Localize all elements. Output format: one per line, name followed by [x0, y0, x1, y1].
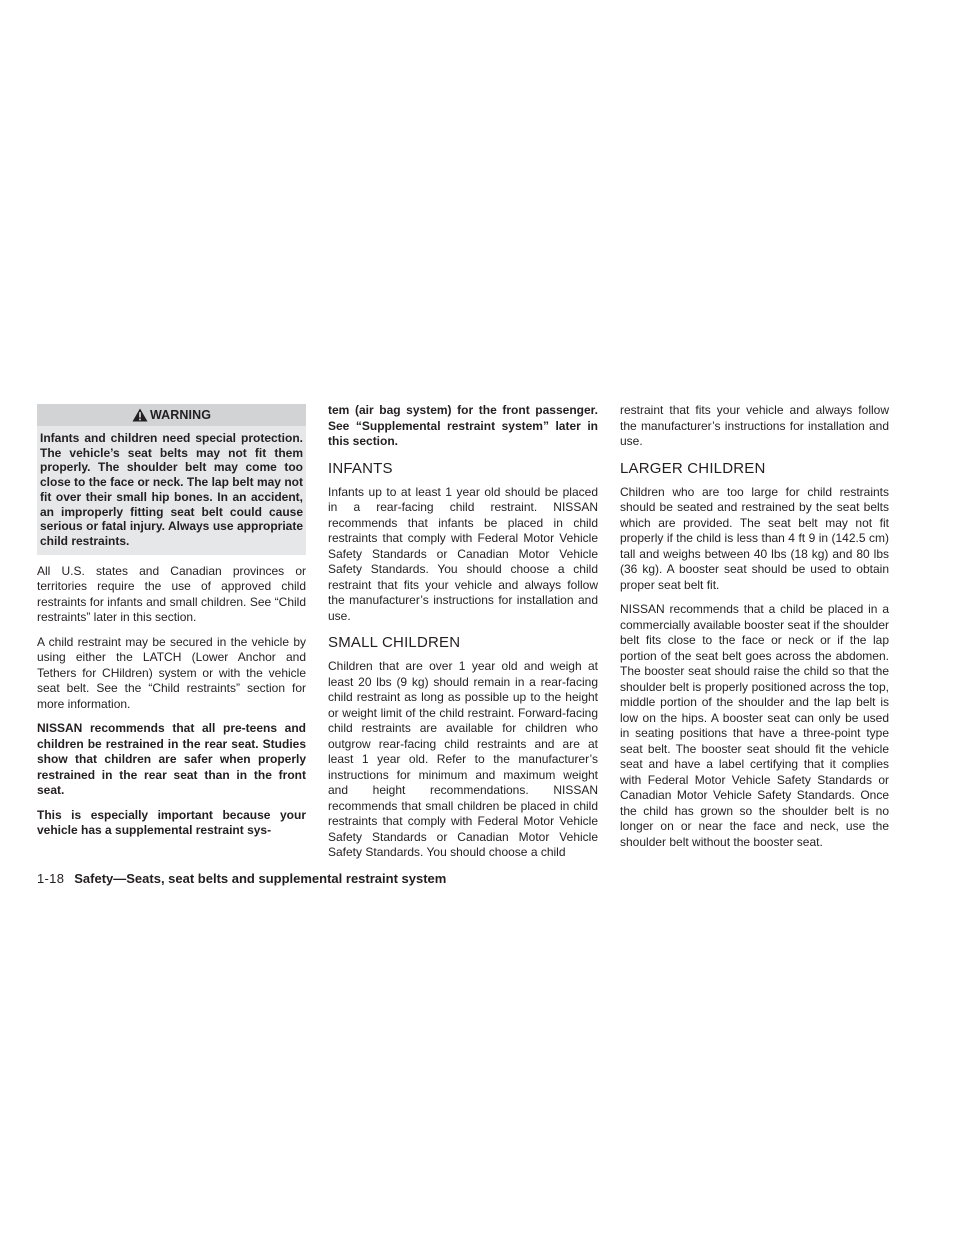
- page-footer: [37, 871, 446, 886]
- heading-infants: INFANTS: [328, 459, 393, 477]
- heading-small-children: SMALL CHILDREN: [328, 634, 461, 651]
- paragraph-supplemental-restraint: This is especially important because your vehicle has a supplemental restraint sys-: [37, 807, 306, 838]
- column-right: [620, 403, 889, 850]
- heading-larger-children: LARGER CHILDREN: [620, 459, 766, 477]
- paragraph-booster-seat: NISSAN recommends that a child be placed in a commercially available booster seat if the shoulder belt fits close to the face or neck or if the lap portion of the seat belt goes across the abdomen. The booster seat should raise the child so that the shoulder belt is properly positioned across the top, middle portion of the shoulder and the lap belt is low on the hips. A booster seat can only be used in seating positions that have a three-point type seat belt. The booster seat should fit the vehicle seat and have a label certifying that it complies with Federal Motor Vehicle Safety Standards or Canadian Motor Vehicle Safety Standards. Once the child has grown so the shoulder belt is no longer on or near the face and neck, use the shoulder belt without the booster seat.: [620, 602, 889, 849]
- paragraph-rear-seat-recommendation: NISSAN recommends that all pre-teens and children be restrained in the rear seat. Studies show that children are safer when properly restrained in the rear seat than in the front seat.: [37, 721, 306, 798]
- paragraph-latch-system: A child restraint may be secured in the vehicle by using either the LATCH (Lower Anchor and Tethers for CHildren) system or with the vehicle seat belt. See the “Child restraints” section for more information.: [37, 634, 306, 711]
- paragraph-larger-children: Children who are too large for child restraints should be seated and restrained by the seat belts which are provided. The seat belt may not fit properly if the child is less than 4 ft 9 in (142.5 cm) tall and weighs between 40 lbs (18 kg) and 80 lbs (36 kg). A booster seat should be used to obtain proper seat belt fit.: [620, 484, 889, 592]
- paragraph-air-bag-continued: tem (air bag system) for the front passenger. See “Supplemental restraint system” later in this section.: [328, 403, 598, 448]
- section-title: Safety—Seats, seat belts and supplemental restraint system: [74, 871, 447, 886]
- paragraph-small-children: Children that are over 1 year old and weigh at least 20 lbs (9 kg) should remain in a rear-facing child restraint as long as possible up to the height or weight limit of the child restraint. Forward-facing child restraints are available for children who outgrow rear-facing child restraints and are at least 1 year old. Refer to the manufacturer’s instructions for minimum and maximum weight and height recommendations. NISSAN recommends that small children be placed in child restraints that comply with Federal Motor Vehicle Safety Standards or Canadian Motor Vehicle Safety Standards. You should choose a child: [328, 659, 598, 859]
- warning-box: [37, 404, 306, 555]
- column-left: [37, 403, 306, 839]
- paragraph-infants: Infants up to at least 1 year old should be placed in a rear-facing child restraint. NISSAN recommends that infants be placed in child restraints that comply with Federal Motor Vehicle Safety Standards or Canadian Motor Vehicle Safety Standards. You should choose a child restraint that fits your vehicle and always follow the manufacturer’s instructions for installation and use.: [328, 484, 598, 623]
- page-number: 1-18: [37, 871, 65, 886]
- paragraph-restraint-continued: restraint that fits your vehicle and always follow the manufacturer’s instructions for installation and use.: [620, 403, 889, 448]
- warning-text: Infants and children need special protection. The vehicle’s seat belts may not fit them properly. The shoulder belt may come too close to the face or neck. The lap belt may not fit over their small hip bones. In an accident, an improperly fitting seat belt could cause serious or fatal injury. Always use appropriate child restraints.: [37, 426, 306, 555]
- warning-header: [37, 404, 306, 426]
- warning-title: WARNING: [149, 408, 212, 422]
- column-middle: [328, 403, 598, 861]
- warning-triangle-icon: [132, 408, 148, 422]
- paragraph-restraint-laws: All U.S. states and Canadian provinces or territories require the use of approved child restraints for infants and small children. See “Child restraints” later in this section.: [37, 563, 306, 625]
